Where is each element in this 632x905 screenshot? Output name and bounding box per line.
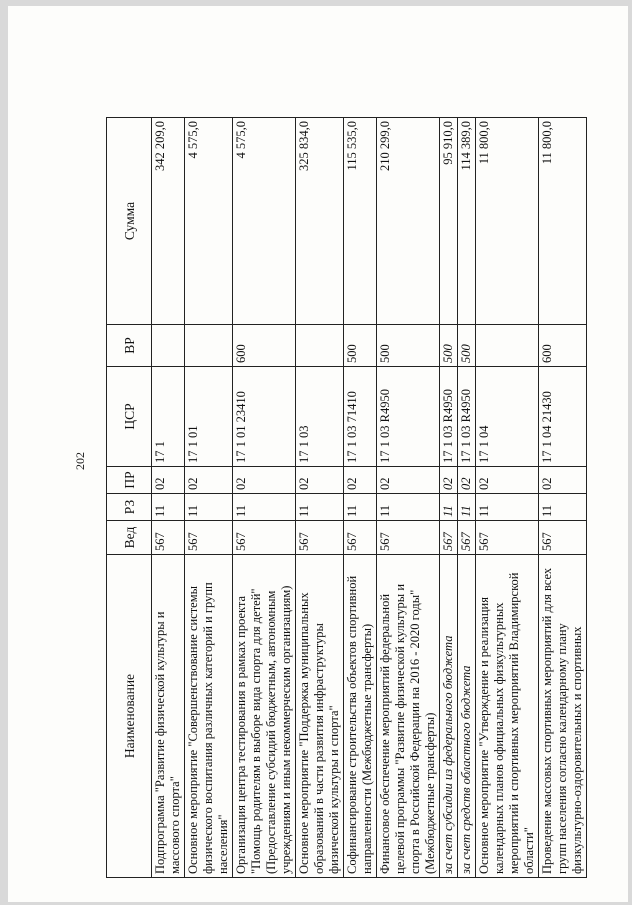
cell-csr: 17 1 03 R4950	[440, 367, 458, 467]
table-header-row	[107, 118, 152, 878]
cell-vr	[152, 325, 185, 367]
cell-name: Основное мероприятие "Утверждение и реализация календарных планов официальных физкультурных мероприятий и спортивных мероприятий Владимирской области"	[476, 555, 539, 878]
cell-sum: 342 209,0	[152, 118, 185, 325]
header-vr: ВР	[107, 325, 152, 367]
cell-vr	[476, 325, 539, 367]
cell-ved: 567	[233, 521, 296, 555]
page-number: 202	[73, 452, 87, 470]
header-rz: РЗ	[107, 494, 152, 521]
cell-pr: 02	[476, 467, 539, 494]
cell-pr: 02	[458, 467, 476, 494]
cell-vr: 500	[344, 325, 377, 367]
cell-name: Основное мероприятие "Поддержка муниципальных образований в части развития инфраструктуры физической культуры и спорта"	[296, 555, 344, 878]
table-row	[233, 118, 296, 878]
cell-pr: 02	[233, 467, 296, 494]
cell-csr: 17 1 03	[296, 367, 344, 467]
cell-name: Проведение массовых спортивных мероприятий для всех групп населения согласно календарному плану физкультурно-оздоровительных и спортивных	[539, 555, 587, 878]
cell-vr: 600	[539, 325, 587, 367]
cell-vr	[296, 325, 344, 367]
table-row	[476, 118, 539, 878]
cell-csr: 17 1 04	[476, 367, 539, 467]
header-pr: ПР	[107, 467, 152, 494]
cell-pr: 02	[440, 467, 458, 494]
cell-rz: 11	[440, 494, 458, 521]
cell-rz: 11	[185, 494, 233, 521]
cell-vr: 500	[458, 325, 476, 367]
cell-vr: 600	[233, 325, 296, 367]
cell-rz: 11	[233, 494, 296, 521]
cell-sum: 115 535,0	[344, 118, 377, 325]
cell-rz: 11	[296, 494, 344, 521]
cell-csr: 17 1	[152, 367, 185, 467]
table-row	[152, 118, 185, 878]
table-row	[377, 118, 440, 878]
cell-csr: 17 1 03 71410	[344, 367, 377, 467]
cell-sum: 95 910,0	[440, 118, 458, 325]
header-sum: Сумма	[107, 118, 152, 325]
cell-name: Организация центра тестирования в рамках проекта "Помощь родителям в выборе вида спорта для детей" (Предоставление субсидий бюджетным, автономным учреждениям и иным некоммерческим организациям)	[233, 555, 296, 878]
cell-rz: 11	[458, 494, 476, 521]
cell-csr: 17 1 03 R4950	[377, 367, 440, 467]
cell-pr: 02	[296, 467, 344, 494]
cell-pr: 02	[539, 467, 587, 494]
table-row	[440, 118, 458, 878]
rotated-table-container	[106, 118, 597, 878]
cell-name: Основное мероприятие "Совершенствование системы физического воспитания различных категорий и групп населения"	[185, 555, 233, 878]
cell-name: Финансовое обеспечение мероприятий федеральной целевой программы "Развитие физической культуры и спорта в Российской Федерации на 2016 - 2020 годы" (Межбюджетные трансферты)	[377, 555, 440, 878]
cell-rz: 11	[152, 494, 185, 521]
table-row	[458, 118, 476, 878]
cell-csr: 17 1 04 21430	[539, 367, 587, 467]
table-row	[539, 118, 587, 878]
cell-vr: 500	[440, 325, 458, 367]
cell-sum: 114 389,0	[458, 118, 476, 325]
cell-ved: 567	[458, 521, 476, 555]
budget-table	[106, 117, 587, 878]
cell-pr: 02	[344, 467, 377, 494]
cell-pr: 02	[377, 467, 440, 494]
cell-name: за счет средств областного бюджета	[458, 555, 476, 878]
cell-sum: 325 834,0	[296, 118, 344, 325]
cell-rz: 11	[539, 494, 587, 521]
cell-ved: 567	[152, 521, 185, 555]
cell-ved: 567	[296, 521, 344, 555]
header-ved: Вед	[107, 521, 152, 555]
cell-name: Подпрограмма "Развитие физической культуры и массового спорта"	[152, 555, 185, 878]
cell-rz: 11	[344, 494, 377, 521]
table-row	[344, 118, 377, 878]
cell-ved: 567	[185, 521, 233, 555]
cell-ved: 567	[344, 521, 377, 555]
cell-vr: 500	[377, 325, 440, 367]
cell-name: за счет субсидии из федерального бюджета	[440, 555, 458, 878]
cell-sum: 4 575,0	[185, 118, 233, 325]
table-row	[296, 118, 344, 878]
cell-sum: 210 299,0	[377, 118, 440, 325]
cell-pr: 02	[152, 467, 185, 494]
cell-vr	[185, 325, 233, 367]
cell-csr: 17 1 03 R4950	[458, 367, 476, 467]
cell-ved: 567	[377, 521, 440, 555]
cell-ved: 567	[539, 521, 587, 555]
cell-rz: 11	[377, 494, 440, 521]
cell-sum: 11 800,0	[476, 118, 539, 325]
cell-sum: 11 800,0	[539, 118, 587, 325]
header-name: Наименование	[107, 555, 152, 878]
cell-csr: 17 1 01 23410	[233, 367, 296, 467]
cell-name: Софинансирование строительства объектов спортивной направленности (Межбюджетные трансферты)	[344, 555, 377, 878]
cell-ved: 567	[440, 521, 458, 555]
table-row	[185, 118, 233, 878]
cell-rz: 11	[476, 494, 539, 521]
cell-sum: 4 575,0	[233, 118, 296, 325]
cell-csr: 17 1 01	[185, 367, 233, 467]
document-page	[8, 6, 628, 902]
cell-pr: 02	[185, 467, 233, 494]
cell-ved: 567	[476, 521, 539, 555]
header-csr: ЦСР	[107, 367, 152, 467]
